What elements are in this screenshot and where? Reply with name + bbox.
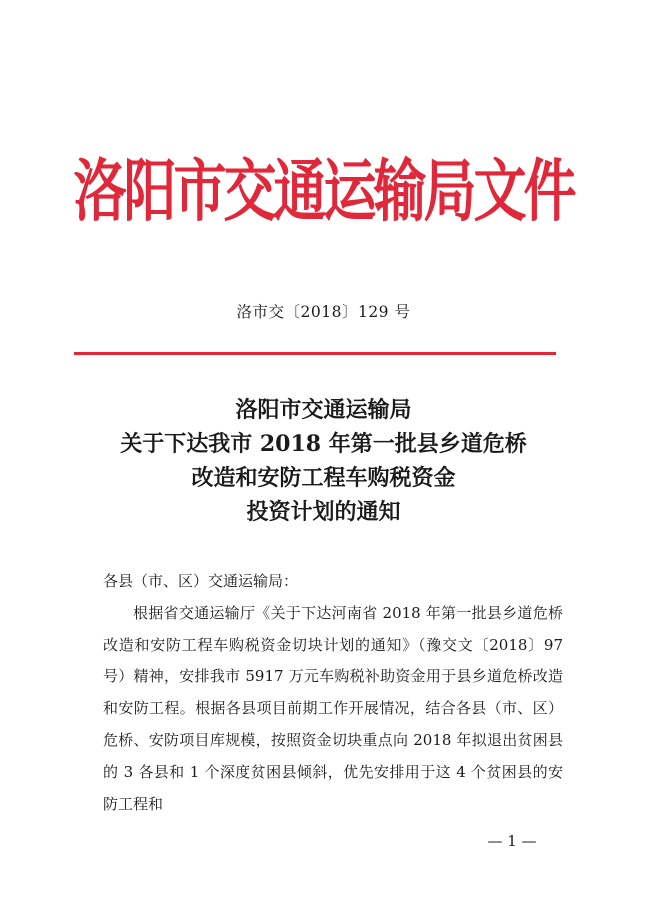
notice-title-line: 关于下达我市 2018 年第一批县乡道危桥 <box>120 431 527 457</box>
document-number: 洛市交〔2018〕129 号 <box>236 303 411 321</box>
document-body <box>103 566 563 820</box>
salutation: 各县（市、区）交通运输局： <box>103 572 299 590</box>
notice-title-line: 改造和安防工程车购税资金 <box>191 465 456 491</box>
notice-title-line: 洛阳市交通运输局 <box>235 397 412 423</box>
notice-title <box>0 393 647 529</box>
red-separator-line <box>74 352 556 355</box>
notice-title-line: 投资计划的通知 <box>246 499 401 525</box>
issuing-authority-header: 洛阳市交通运输局文件 <box>73 151 574 231</box>
page-number: — 1 — <box>487 832 537 850</box>
body-paragraph: 根据省交通运输厅《关于下达河南省 2018 年第一批县乡道危桥改造和安防工程车购税资金切块计划的通知》（豫交文〔2018〕97 号）精神，安排我市 5917 万元车购税补助资金用于县乡道危桥改造和安防工程。根据各县项目前期工作开展情况，结合各县（市、区）危桥、安防项目库规模，按照资金切块重点向 2018 年拟退出贫困县的 3 各县和 1 个深度贫困县倾斜，优先安排用于这 4 个贫困县的安防工程和 <box>103 603 563 813</box>
